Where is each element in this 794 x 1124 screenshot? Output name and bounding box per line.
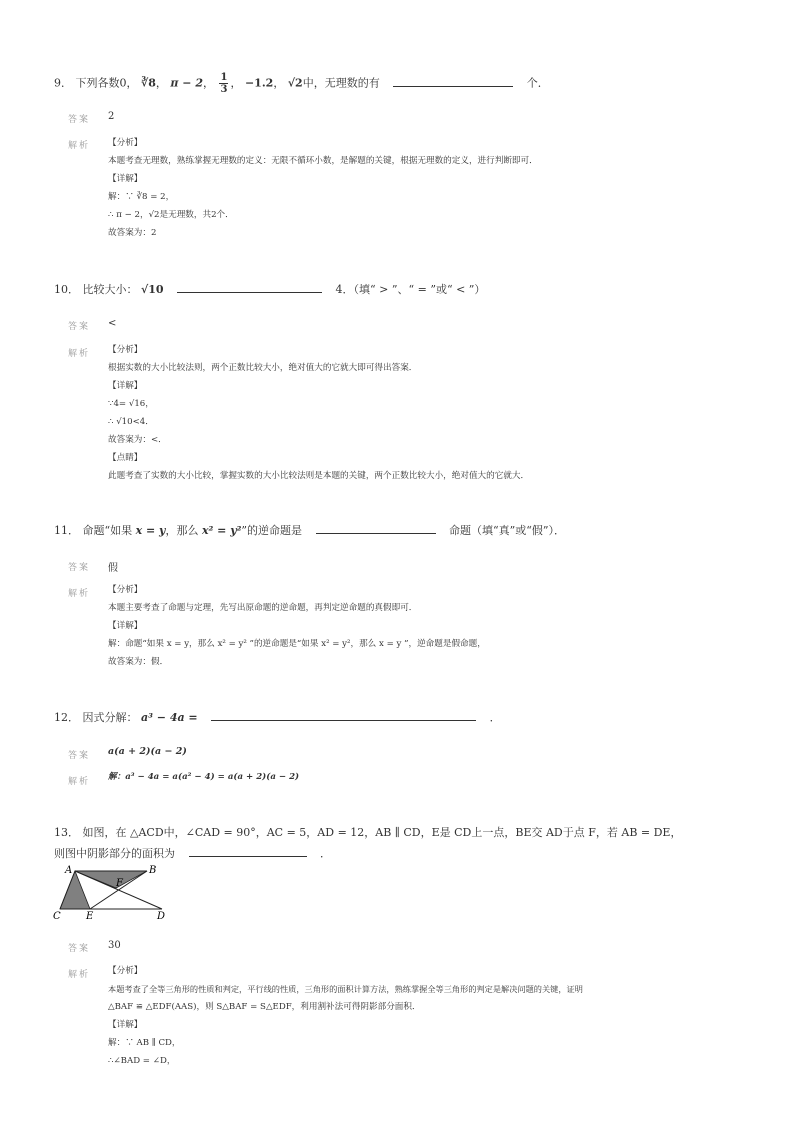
- q13-exp-line: 解：∵ AB ∥ CD，: [108, 1038, 181, 1048]
- q10-exp-line: 故答案为：<．: [108, 435, 167, 445]
- shaded-region-ABF: [75, 871, 147, 888]
- q9-exp-line: 本题考查无理数，熟练掌握无理数的定义：无限不循环小数，是解题的关键，根据无理数的定义，进行判断即可．: [108, 156, 538, 166]
- q9-exp-line: ∴ π − 2，√2是无理数，共2个．: [108, 210, 234, 220]
- q10-analysis-label: 解析: [68, 349, 91, 359]
- q9-middle: 中，无理数的有: [302, 76, 380, 90]
- q12-explanation: [108, 768, 299, 786]
- q9-fraction-denominator: 3: [220, 84, 228, 95]
- q10-exp-line: 此题考查了实数的大小比较，掌握实数的大小比较法则是本题的关键，两个正数比较大小，绝对值大的它就大．: [108, 471, 530, 481]
- q9-exp-line: 解：∵ ∛8 = 2，: [108, 192, 175, 202]
- q9-answer: 2: [108, 111, 115, 122]
- q12-exp-line: 解：a³ − 4a = a(a² − 4) = a(a + 2)(a − 2): [108, 772, 300, 782]
- q9-exp-line: 故答案为：2: [108, 228, 157, 238]
- q13-exp-line: 【详解】: [108, 1020, 143, 1030]
- q13-suffix: ．: [320, 847, 331, 860]
- q12-answer: a(a + 2)(a − 2): [108, 746, 187, 757]
- q12-suffix: ．: [489, 711, 501, 724]
- q11-exp-line: 故答案为：假．: [108, 657, 169, 667]
- q9-cuberoot8: ∛8: [141, 76, 156, 90]
- q11-exp-line: 【分析】: [108, 585, 143, 595]
- q11-answer-blank[interactable]: [316, 533, 436, 534]
- q10-exp-line: 【分析】: [108, 345, 143, 355]
- q13-answer-label: 答案: [68, 944, 91, 954]
- vertex-label-A: A: [65, 865, 73, 876]
- q11-answer: 假: [108, 563, 118, 574]
- q9-stem: 9． 下列各数0， ∛8， π − 2， $\frac{1}{3}$ ， −1.2， √2中，无理数的有 个．: [54, 72, 549, 95]
- q12-number: 12．: [54, 711, 79, 724]
- q9-answer-blank[interactable]: [393, 86, 513, 87]
- q11-stem: [54, 521, 565, 541]
- q10-prefix: 比较大小：: [82, 283, 138, 296]
- q9-fraction-numerator: 1: [220, 72, 228, 83]
- q10-exp-line: ∴ √10<4．: [108, 417, 154, 427]
- vertex-label-E: E: [86, 911, 94, 922]
- q13-analysis-label: 解析: [68, 970, 91, 980]
- q9-prefix: 下列各数0，: [75, 76, 138, 90]
- q9-exp-line: 【分析】: [108, 138, 143, 148]
- q11-text1: 命题“如果: [82, 524, 133, 537]
- q13-stem-line2: [54, 845, 331, 863]
- q10-sqrt10: √10: [141, 283, 164, 296]
- q13-exp-line: 【分析】: [108, 966, 143, 976]
- q11-math1: x = y: [135, 524, 166, 537]
- q13-explanation: [108, 962, 583, 1070]
- q13-answer-blank[interactable]: [189, 856, 307, 857]
- q10-exp-line: ∵4= √16，: [108, 399, 154, 409]
- q9-fraction: [219, 72, 228, 95]
- q10-stem: [54, 281, 485, 299]
- q11-text3: ”的逆命题是: [241, 524, 303, 537]
- q12-prefix: 因式分解：: [82, 711, 138, 724]
- q13-line2: 则图中阴影部分的面积为: [54, 847, 175, 860]
- q13-number: 13．: [54, 826, 79, 839]
- q9-explanation: [108, 134, 538, 242]
- q11-exp-line: 本题主要考查了命题与定理，先写出原命题的逆命题，再判定逆命题的真假即可．: [108, 603, 418, 613]
- q9-number: 9．: [54, 76, 72, 90]
- q10-exp-line: 【详解】: [108, 381, 143, 391]
- q11-exp-line: 【详解】: [108, 621, 143, 631]
- q9-negative-decimal: −1.2: [244, 76, 274, 90]
- q12-answer-label: 答案: [68, 751, 91, 761]
- q11-number: 11．: [54, 524, 79, 537]
- q11-analysis-label: 解析: [68, 589, 91, 599]
- q12-analysis-label: 解析: [68, 777, 91, 787]
- q10-exp-line: 根据实数的大小比较法则，两个正数比较大小，绝对值大的它就大即可得出答案．: [108, 363, 418, 373]
- shaded-region-ACE: [60, 871, 90, 909]
- q11-explanation: [108, 581, 486, 671]
- vertex-label-F: F: [116, 878, 123, 889]
- q9-analysis-label: 解析: [68, 141, 91, 151]
- q10-number: 10．: [54, 283, 79, 296]
- q9-suffix: 个．: [526, 76, 549, 90]
- q9-pi-minus-2: π − 2: [170, 76, 203, 90]
- q11-exp-line: 解：命题“如果 x = y，那么 x² = y² ”的逆命题是“如果 x² = y²，那么 x = y ”，逆命题是假命题，: [108, 639, 486, 649]
- q10-answer-blank[interactable]: [177, 292, 322, 293]
- q11-answer-label: 答案: [68, 563, 91, 573]
- q13-exp-line: 本题考查了全等三角形的性质和判定，平行线的性质，三角形的面积计算方法，熟练掌握全等三角形的判定是解决问题的关键，证明: [108, 984, 583, 994]
- q10-suffix: 4．（填“ > ”、“ = ”或“ < ”）: [335, 283, 486, 296]
- q9-answer-label: 答案: [68, 115, 91, 125]
- q10-answer-label: 答案: [68, 322, 91, 332]
- q12-answer-blank[interactable]: [211, 720, 476, 721]
- q10-answer: <: [108, 318, 117, 329]
- q11-math2: x² = y²: [201, 524, 242, 537]
- q11-suffix: 命题（填“真”或“假”）．: [449, 524, 566, 537]
- q13-figure: [50, 864, 175, 922]
- q13-exp-line: ∴∠BAD = ∠D，: [108, 1056, 176, 1066]
- vertex-label-C: C: [53, 911, 61, 922]
- q11-text2: ，那么: [165, 524, 199, 537]
- q12-stem: [54, 708, 501, 728]
- q12-expression: a³ − 4a =: [141, 711, 198, 724]
- q9-sqrt2: √2: [287, 76, 303, 90]
- vertex-label-B: B: [149, 865, 157, 876]
- q9-exp-line: 【详解】: [108, 174, 143, 184]
- q13-answer: 30: [108, 940, 121, 951]
- q13-stem-line1: [54, 824, 681, 842]
- q13-line1: 如图，在 △ACD中，∠CAD = 90°，AC = 5，AD = 12，AB ∥ CD，E是 CD上一点，BE交 AD于点 F，若 AB = DE，: [82, 826, 682, 839]
- q10-exp-line: 【点睛】: [108, 453, 143, 463]
- q13-exp-line: △BAF ≌ △EDF(AAS)，则 S△BAF = S△EDF，利用割补法可得阴影部分面积．: [108, 1002, 421, 1012]
- vertex-label-D: D: [157, 911, 166, 922]
- q10-explanation: [108, 341, 529, 485]
